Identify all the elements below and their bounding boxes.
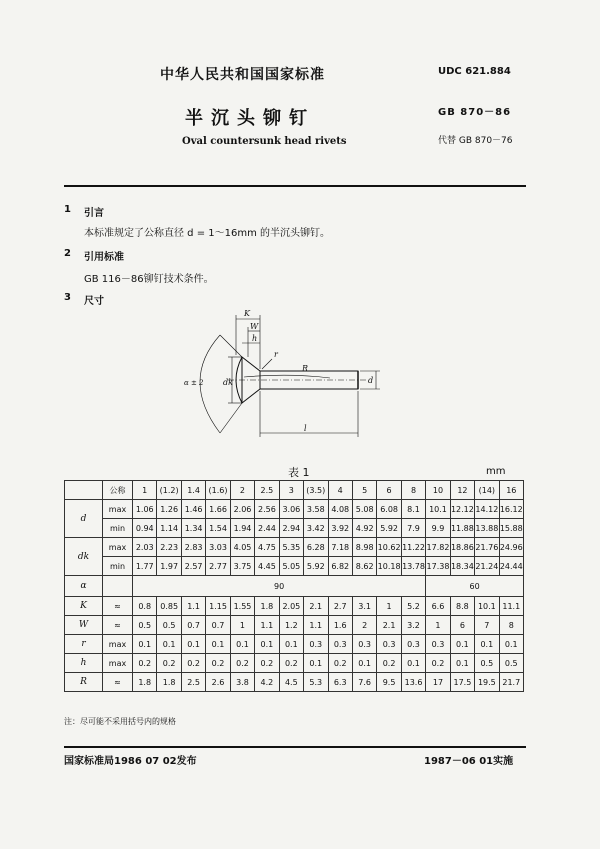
- value-cell: 8.98: [352, 538, 376, 557]
- value-cell: 1.8: [157, 673, 181, 692]
- value-cell: 0.1: [279, 635, 303, 654]
- value-cell: 1.6: [328, 616, 352, 635]
- label-l: l: [304, 424, 307, 433]
- value-cell: 1.34: [181, 519, 205, 538]
- section-1-title: 引言: [84, 208, 104, 219]
- value-cell: 1.8: [255, 597, 279, 616]
- nominal-cell: (14): [475, 481, 499, 500]
- value-cell: 2.03: [133, 538, 157, 557]
- value-cell: 3.2: [401, 616, 425, 635]
- value-cell: 10.62: [377, 538, 401, 557]
- value-cell: 1: [426, 616, 450, 635]
- value-cell: 5.2: [401, 597, 425, 616]
- value-cell: 2.83: [181, 538, 205, 557]
- row-qualifier: max: [103, 538, 133, 557]
- section-3-title: 尺寸: [84, 296, 104, 307]
- top-rule: [64, 185, 526, 187]
- value-cell: 0.3: [377, 635, 401, 654]
- value-cell: 18.34: [450, 557, 474, 576]
- value-cell: 1.1: [181, 597, 205, 616]
- value-cell: 0.1: [157, 635, 181, 654]
- value-cell: 3.8: [230, 673, 254, 692]
- alpha-value-60: 60: [426, 576, 524, 597]
- value-cell: 2: [352, 616, 376, 635]
- replaces-note: 代替 GB 870－76: [438, 136, 513, 146]
- value-cell: 13.6: [401, 673, 425, 692]
- value-cell: 5.08: [352, 500, 376, 519]
- value-cell: 17.82: [426, 538, 450, 557]
- value-cell: 0.2: [133, 654, 157, 673]
- value-cell: 0.3: [352, 635, 376, 654]
- nominal-cell: (3.5): [304, 481, 328, 500]
- value-cell: 19.5: [475, 673, 499, 692]
- value-cell: 2.7: [328, 597, 352, 616]
- value-cell: 15.88: [499, 519, 523, 538]
- value-cell: 0.5: [475, 654, 499, 673]
- table-row: [65, 557, 524, 576]
- value-cell: 18.86: [450, 538, 474, 557]
- row-symbol: d: [65, 500, 103, 538]
- nominal-cell: 4: [328, 481, 352, 500]
- table-cell: [103, 576, 133, 597]
- value-cell: 6.28: [304, 538, 328, 557]
- nominal-cell: 1: [133, 481, 157, 500]
- label-R: R: [302, 364, 309, 373]
- value-cell: 17.38: [426, 557, 450, 576]
- value-cell: 0.1: [206, 635, 230, 654]
- udc-code: UDC 621.884: [438, 66, 511, 77]
- row-symbol: h: [65, 654, 103, 673]
- value-cell: 3.58: [304, 500, 328, 519]
- section-1-number: 1: [64, 204, 71, 215]
- value-cell: 2.1: [304, 597, 328, 616]
- value-cell: 1.77: [133, 557, 157, 576]
- value-cell: 7.18: [328, 538, 352, 557]
- value-cell: 0.1: [499, 635, 523, 654]
- value-cell: 0.2: [255, 654, 279, 673]
- value-cell: 17.5: [450, 673, 474, 692]
- value-cell: 1.15: [206, 597, 230, 616]
- value-cell: 4.5: [279, 673, 303, 692]
- label-W: W: [250, 322, 259, 331]
- value-cell: 3.06: [279, 500, 303, 519]
- value-cell: 4.2: [255, 673, 279, 692]
- value-cell: 5.92: [377, 519, 401, 538]
- page-title: 半沉头铆钉: [185, 108, 315, 129]
- section-1-text: 本标准规定了公称直径 d = 1～16mm 的半沉头铆钉。: [84, 228, 331, 239]
- value-cell: 0.2: [377, 654, 401, 673]
- value-cell: 0.7: [206, 616, 230, 635]
- value-cell: 4.05: [230, 538, 254, 557]
- value-cell: 6.08: [377, 500, 401, 519]
- row-qualifier: max: [103, 654, 133, 673]
- value-cell: 4.75: [255, 538, 279, 557]
- nominal-cell: (1.2): [157, 481, 181, 500]
- value-cell: 8.8: [450, 597, 474, 616]
- value-cell: 0.2: [206, 654, 230, 673]
- value-cell: 0.85: [157, 597, 181, 616]
- value-cell: 10.1: [475, 597, 499, 616]
- row-symbol: dk: [65, 538, 103, 576]
- row-qualifier: max: [103, 500, 133, 519]
- table-unit: mm: [486, 466, 506, 477]
- section-2-text: GB 116－86铆钉技术条件。: [84, 274, 214, 285]
- nominal-cell: 1.4: [181, 481, 205, 500]
- row-qualifier: max: [103, 635, 133, 654]
- value-cell: 21.76: [475, 538, 499, 557]
- nominal-cell: (1.6): [206, 481, 230, 500]
- row-qualifier: min: [103, 519, 133, 538]
- value-cell: 2.57: [181, 557, 205, 576]
- issued-date: 国家标准局1986 07 02发布: [64, 756, 197, 767]
- value-cell: 0.5: [157, 616, 181, 635]
- value-cell: 3.1: [352, 597, 376, 616]
- value-cell: 0.1: [401, 654, 425, 673]
- value-cell: 1.26: [157, 500, 181, 519]
- value-cell: 1.94: [230, 519, 254, 538]
- nominal-cell: 10: [426, 481, 450, 500]
- value-cell: 0.1: [230, 635, 254, 654]
- value-cell: 0.1: [352, 654, 376, 673]
- row-qualifier: min: [103, 557, 133, 576]
- value-cell: 13.88: [475, 519, 499, 538]
- value-cell: 0.2: [230, 654, 254, 673]
- row-qualifier: ≈: [103, 673, 133, 692]
- value-cell: 3.75: [230, 557, 254, 576]
- value-cell: 1.1: [304, 616, 328, 635]
- table-title: 表 1: [288, 466, 310, 479]
- table-note: 注：尽可能不采用括号内的规格: [64, 717, 176, 726]
- value-cell: 24.44: [499, 557, 523, 576]
- value-cell: 24.96: [499, 538, 523, 557]
- value-cell: 0.3: [328, 635, 352, 654]
- value-cell: 0.5: [499, 654, 523, 673]
- value-cell: 2.44: [255, 519, 279, 538]
- value-cell: 2.05: [279, 597, 303, 616]
- table-row: [65, 635, 524, 654]
- value-cell: 4.45: [255, 557, 279, 576]
- value-cell: 0.7: [181, 616, 205, 635]
- value-cell: 6.82: [328, 557, 352, 576]
- table-row: [65, 616, 524, 635]
- value-cell: 0.2: [328, 654, 352, 673]
- table-row: [65, 654, 524, 673]
- value-cell: 0.1: [255, 635, 279, 654]
- value-cell: 0.8: [133, 597, 157, 616]
- value-cell: 0.5: [133, 616, 157, 635]
- value-cell: 11.22: [401, 538, 425, 557]
- standard-title: 中华人民共和国国家标准: [160, 67, 325, 83]
- value-cell: 0.2: [181, 654, 205, 673]
- value-cell: 0.2: [279, 654, 303, 673]
- value-cell: 7: [475, 616, 499, 635]
- value-cell: 1.66: [206, 500, 230, 519]
- table-row: [65, 597, 524, 616]
- dimension-table: [64, 480, 524, 692]
- value-cell: 0.1: [181, 635, 205, 654]
- value-cell: 5.35: [279, 538, 303, 557]
- row-symbol: W: [65, 616, 103, 635]
- value-cell: 6: [450, 616, 474, 635]
- label-K: K: [244, 309, 250, 318]
- table-row: [65, 538, 524, 557]
- label-alpha: α ± 2: [184, 379, 204, 387]
- label-r: r: [274, 350, 278, 359]
- value-cell: 2.77: [206, 557, 230, 576]
- row-qualifier: ≈: [103, 597, 133, 616]
- section-3-number: 3: [64, 292, 71, 303]
- label-h: h: [252, 334, 258, 343]
- value-cell: 0.3: [304, 635, 328, 654]
- value-cell: 0.2: [426, 654, 450, 673]
- value-cell: 3.42: [304, 519, 328, 538]
- nominal-cell: 12: [450, 481, 474, 500]
- value-cell: 6.3: [328, 673, 352, 692]
- row-symbol: R: [65, 673, 103, 692]
- value-cell: 2.06: [230, 500, 254, 519]
- value-cell: 2.23: [157, 538, 181, 557]
- label-d: d: [368, 376, 374, 385]
- value-cell: 2.5: [181, 673, 205, 692]
- value-cell: 1.14: [157, 519, 181, 538]
- value-cell: 11.1: [499, 597, 523, 616]
- value-cell: 0.1: [450, 635, 474, 654]
- value-cell: 9.5: [377, 673, 401, 692]
- value-cell: 5.92: [304, 557, 328, 576]
- section-2-title: 引用标准: [84, 252, 124, 263]
- row-symbol: α: [65, 576, 103, 597]
- table-row: [65, 519, 524, 538]
- value-cell: 0.1: [304, 654, 328, 673]
- value-cell: 1.2: [279, 616, 303, 635]
- value-cell: 11.88: [450, 519, 474, 538]
- value-cell: 8.1: [401, 500, 425, 519]
- value-cell: 13.78: [401, 557, 425, 576]
- value-cell: 1.46: [181, 500, 205, 519]
- value-cell: 1.97: [157, 557, 181, 576]
- value-cell: 0.2: [157, 654, 181, 673]
- value-cell: 1.55: [230, 597, 254, 616]
- english-title: Oval countersunk head rivets: [182, 136, 347, 147]
- table-row: [65, 500, 524, 519]
- rivet-drawing: [180, 305, 410, 455]
- value-cell: 1.8: [133, 673, 157, 692]
- value-cell: 0.94: [133, 519, 157, 538]
- table-cell: [65, 481, 103, 500]
- value-cell: 1: [230, 616, 254, 635]
- value-cell: 8: [499, 616, 523, 635]
- value-cell: 10.18: [377, 557, 401, 576]
- nominal-cell: 2.5: [255, 481, 279, 500]
- value-cell: 0.3: [426, 635, 450, 654]
- effective-date: 1987－06 01实施: [424, 756, 514, 767]
- table-row: [65, 481, 524, 500]
- table-row: [65, 576, 524, 597]
- value-cell: 17: [426, 673, 450, 692]
- value-cell: 12.12: [450, 500, 474, 519]
- value-cell: 16.12: [499, 500, 523, 519]
- value-cell: 2.94: [279, 519, 303, 538]
- value-cell: 3.92: [328, 519, 352, 538]
- value-cell: 1.1: [255, 616, 279, 635]
- value-cell: 3.03: [206, 538, 230, 557]
- nominal-cell: 16: [499, 481, 523, 500]
- value-cell: 8.62: [352, 557, 376, 576]
- bottom-rule: [64, 746, 526, 748]
- value-cell: 2.1: [377, 616, 401, 635]
- row-symbol: K: [65, 597, 103, 616]
- nominal-cell: 8: [401, 481, 425, 500]
- value-cell: 0.1: [133, 635, 157, 654]
- value-cell: 1: [377, 597, 401, 616]
- value-cell: 2.56: [255, 500, 279, 519]
- value-cell: 0.1: [475, 635, 499, 654]
- value-cell: 6.6: [426, 597, 450, 616]
- value-cell: 4.92: [352, 519, 376, 538]
- value-cell: 7.9: [401, 519, 425, 538]
- value-cell: 9.9: [426, 519, 450, 538]
- value-cell: 1.54: [206, 519, 230, 538]
- nominal-cell: 3: [279, 481, 303, 500]
- value-cell: 10.1: [426, 500, 450, 519]
- row-qualifier: ≈: [103, 616, 133, 635]
- value-cell: 7.6: [352, 673, 376, 692]
- nominal-cell: 2: [230, 481, 254, 500]
- value-cell: 4.08: [328, 500, 352, 519]
- label-dk: dk: [223, 378, 233, 387]
- nominal-cell: 6: [377, 481, 401, 500]
- nominal-cell: 5: [352, 481, 376, 500]
- value-cell: 21.7: [499, 673, 523, 692]
- value-cell: 1.06: [133, 500, 157, 519]
- value-cell: 2.6: [206, 673, 230, 692]
- table-row: [65, 673, 524, 692]
- row-symbol: r: [65, 635, 103, 654]
- value-cell: 5.3: [304, 673, 328, 692]
- alpha-value-90: 90: [133, 576, 426, 597]
- value-cell: 5.05: [279, 557, 303, 576]
- gb-number: GB 870－86: [438, 107, 512, 118]
- table-header-label: 公称: [103, 481, 133, 500]
- value-cell: 0.1: [450, 654, 474, 673]
- section-2-number: 2: [64, 248, 71, 259]
- value-cell: 21.24: [475, 557, 499, 576]
- value-cell: 14.12: [475, 500, 499, 519]
- value-cell: 0.3: [401, 635, 425, 654]
